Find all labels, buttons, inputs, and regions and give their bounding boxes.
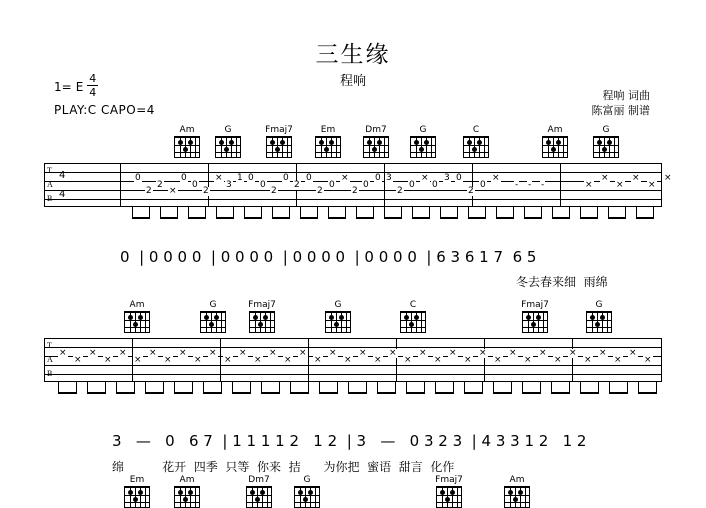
chord-diagram-dm7 <box>359 125 393 158</box>
tab-number: × <box>601 173 609 183</box>
tab-number: 0 <box>248 173 254 183</box>
rhythm-stem <box>272 207 273 218</box>
rhythm-stem <box>625 207 626 218</box>
chord-fretboard <box>174 136 200 158</box>
rhythm-stem <box>356 207 357 218</box>
rhythm-stem <box>279 382 280 393</box>
rhythm-beam <box>203 392 222 394</box>
rhythm-stem <box>511 382 512 393</box>
chord-fretboard <box>410 136 436 158</box>
rhythm-stem <box>464 382 465 393</box>
rhythm-stem <box>58 382 59 393</box>
rhythm-stem <box>609 382 610 393</box>
tab-system-1 <box>44 163 672 207</box>
tab-number: 3 <box>386 173 392 183</box>
chord-diagram-fmaj7 <box>518 300 552 333</box>
tab-number: × <box>215 173 223 183</box>
chord-diagram-fmaj7 <box>245 300 279 333</box>
chord-fretboard <box>246 486 272 508</box>
key-value: E <box>75 79 84 94</box>
page-title: 三生缘 <box>315 42 391 68</box>
chord-fretboard <box>294 486 320 508</box>
rhythm-stem <box>132 207 133 218</box>
rhythm-stem <box>569 382 570 393</box>
tab-number: 2 <box>468 186 474 196</box>
tab-number: 3 <box>444 173 450 183</box>
rhythm-beam <box>468 217 486 219</box>
chord-name: Am <box>129 300 145 310</box>
chord-diagram-c <box>459 125 493 158</box>
tab-number: 0 <box>363 180 369 190</box>
tab-letter-a: A <box>47 180 53 189</box>
tab-letter-b: B <box>47 194 53 203</box>
chord-name: Am <box>509 475 525 485</box>
rhythm-stem <box>134 382 135 393</box>
rhythm-stem <box>290 382 291 393</box>
rhythm-beam <box>464 392 483 394</box>
chord-fretboard <box>436 486 462 508</box>
credits <box>592 88 651 118</box>
rhythm-stem <box>569 207 570 218</box>
rhythm-stem <box>319 382 320 393</box>
tab-number: 2 <box>352 186 358 196</box>
chord-diagram-g <box>290 475 324 508</box>
rhythm-stem <box>493 382 494 393</box>
rhythm-stem <box>551 382 552 393</box>
rhythm-stem <box>300 207 301 218</box>
rhythm-stem <box>598 382 599 393</box>
rhythm-stem <box>406 382 407 393</box>
chord-fretboard <box>593 136 619 158</box>
tab-number: × <box>585 180 593 190</box>
rhythm-beam <box>384 217 402 219</box>
rhythm-stem <box>105 382 106 393</box>
rhythm-stem <box>203 382 204 393</box>
chord-diagram-am <box>120 300 154 333</box>
chord-diagram-g <box>211 125 245 158</box>
tab-mute-mark: × <box>284 355 292 365</box>
tab-number: × <box>664 173 672 183</box>
tab-mute-mark: × <box>419 348 427 358</box>
time-signature <box>87 73 98 98</box>
rhythm-beam <box>328 217 346 219</box>
tab-mute-mark: × <box>614 355 622 365</box>
tab-number: 0 <box>456 173 462 183</box>
chord-name: Fmaj7 <box>435 475 463 485</box>
rhythm-beam <box>145 392 164 394</box>
chord-diagram-c <box>396 300 430 333</box>
rhythm-stem <box>188 207 189 218</box>
chord-fretboard <box>504 486 530 508</box>
tab-mute-mark: × <box>164 355 172 365</box>
rhythm-beam <box>608 217 626 219</box>
rhythm-stem <box>638 382 639 393</box>
rhythm-stem <box>429 207 430 218</box>
tab-number: - <box>515 180 519 190</box>
tab-mute-mark: × <box>539 348 547 358</box>
tab-number: × <box>616 180 624 190</box>
tab-letter-t: T <box>47 166 52 175</box>
rhythm-stem <box>524 207 525 218</box>
rhythm-beam <box>496 217 514 219</box>
tab-mute-mark: × <box>359 348 367 358</box>
key-label: 1= <box>54 79 72 94</box>
tab-mute-mark: × <box>344 355 352 365</box>
chord-name: Dm7 <box>248 475 270 485</box>
rhythm-stem <box>163 382 164 393</box>
chord-name: Fmaj7 <box>265 125 293 135</box>
tab-staff-1 <box>44 163 672 207</box>
rhythm-beam <box>319 392 338 394</box>
rhythm-stem <box>261 382 262 393</box>
tab-mute-mark: × <box>329 348 337 358</box>
rhythm-stem <box>552 207 553 218</box>
rhythm-stem <box>608 207 609 218</box>
chord-diagram-am <box>538 125 572 158</box>
rhythm-stem <box>244 207 245 218</box>
time-signature-numerator: 4 <box>89 72 97 85</box>
chord-diagram-fmaj7 <box>432 475 466 508</box>
melody-line-2: 3 — 0 6 7 | 1 1 1 1 2 1 2 | 3 — 0 3 2 3 | 4 3 3 1 2 1 2 <box>112 432 587 450</box>
chord-fretboard <box>325 311 351 333</box>
tab-number: 0 <box>260 180 266 190</box>
rhythm-stem <box>580 382 581 393</box>
tab-number: 0 <box>329 180 335 190</box>
rhythm-stem <box>348 382 349 393</box>
rhythm-stem <box>453 382 454 393</box>
rhythm-stem <box>656 382 657 393</box>
rhythm-beam <box>261 392 280 394</box>
rhythm-beam <box>272 217 290 219</box>
lyrics-line-2: 绵 花开 四季 只等 你来 拮 为你把 蜜语 甜言 化作 <box>112 460 455 474</box>
rhythm-stem <box>653 207 654 218</box>
chord-diagram-g <box>582 300 616 333</box>
rhythm-stem <box>395 382 396 393</box>
rhythm-stem <box>308 382 309 393</box>
rhythm-stem <box>482 382 483 393</box>
rhythm-stem <box>317 207 318 218</box>
rhythm-stem <box>496 207 497 218</box>
chord-diagram-em <box>120 475 154 508</box>
chord-fretboard <box>463 136 489 158</box>
rhythm-beam <box>116 392 135 394</box>
rhythm-beam <box>493 392 512 394</box>
chord-name: C <box>472 125 480 135</box>
tab-number: 2 <box>397 186 403 196</box>
rhythm-stem <box>116 382 117 393</box>
chord-name: C <box>409 300 417 310</box>
rhythm-beam <box>300 217 318 219</box>
key-signature <box>54 74 98 99</box>
tab-mute-mark: × <box>149 348 157 358</box>
tab-number: 0 <box>181 173 187 183</box>
rhythm-beam <box>356 217 374 219</box>
tab-mute-mark: × <box>314 355 322 365</box>
rhythm-stem <box>513 207 514 218</box>
rhythm-beam <box>290 392 309 394</box>
tab-number: - <box>541 180 545 190</box>
rhythm-stem <box>192 382 193 393</box>
tab-mute-mark: × <box>59 348 67 358</box>
chord-fretboard <box>400 311 426 333</box>
rhythm-beam <box>58 392 77 394</box>
rhythm-stem <box>145 382 146 393</box>
rhythm-stem <box>205 207 206 218</box>
rhythm-beam <box>551 392 570 394</box>
rhythm-beam <box>609 392 628 394</box>
tab-number: 0 <box>135 173 141 183</box>
tab-number: 2 <box>157 180 163 190</box>
credit-line-2: 陈富丽 制谱 <box>591 104 650 117</box>
rhythm-stem <box>149 207 150 218</box>
tab-mute-mark: × <box>239 348 247 358</box>
chord-name: Am <box>547 125 563 135</box>
tab-mute-mark: × <box>644 355 652 365</box>
tab-mute-mark: × <box>464 355 472 365</box>
tab-number: 0 <box>192 180 198 190</box>
rhythm-stem <box>580 207 581 218</box>
chord-name: G <box>595 300 603 310</box>
tab-mute-mark: × <box>104 355 112 365</box>
rhythm-stem <box>345 207 346 218</box>
tab-letter-b-2: B <box>47 369 53 378</box>
chord-fretboard <box>315 136 341 158</box>
rhythm-beam <box>522 392 541 394</box>
tab-number: 0 <box>375 173 381 183</box>
rhythm-stem <box>250 382 251 393</box>
rhythm-stem <box>440 207 441 218</box>
tab-mute-mark: × <box>629 348 637 358</box>
rhythm-stem <box>177 207 178 218</box>
rhythm-stem <box>221 382 222 393</box>
tab-mute-mark: × <box>569 348 577 358</box>
rhythm-stem <box>232 382 233 393</box>
rhythm-stem <box>636 207 637 218</box>
tab-staff-2 <box>44 338 662 382</box>
tab-mute-mark: × <box>599 348 607 358</box>
rhythm-beam <box>552 217 570 219</box>
chord-diagram-g <box>196 300 230 333</box>
chord-fretboard <box>124 486 150 508</box>
tab-time-den: 4 <box>59 189 66 200</box>
time-signature-denominator: 4 <box>89 86 97 99</box>
rhythm-beam <box>174 392 193 394</box>
rhythm-stem <box>261 207 262 218</box>
rhythm-stem <box>216 207 217 218</box>
chord-diagram-g <box>589 125 623 158</box>
chord-diagram-am <box>500 475 534 508</box>
tab-number: 0 <box>306 173 312 183</box>
chord-fretboard <box>249 311 275 333</box>
rhythm-stem <box>233 207 234 218</box>
tab-mute-mark: × <box>224 355 232 365</box>
rhythm-stem <box>627 382 628 393</box>
tab-number: × <box>648 180 656 190</box>
tab-mute-mark: × <box>74 355 82 365</box>
tab-mute-mark: × <box>269 348 277 358</box>
tab-number: × <box>632 173 640 183</box>
tab-mute-mark: × <box>209 348 217 358</box>
rhythm-stem <box>540 382 541 393</box>
rhythm-beam <box>636 217 654 219</box>
rhythm-beam <box>406 392 425 394</box>
tab-mute-mark: × <box>254 355 262 365</box>
tab-number: 0 <box>480 180 486 190</box>
tab-number: 2 <box>317 186 323 196</box>
chord-name: G <box>334 300 342 310</box>
tab-number: × <box>492 173 500 183</box>
chord-name: Fmaj7 <box>521 300 549 310</box>
chord-fretboard <box>174 486 200 508</box>
chord-fretboard <box>124 311 150 333</box>
rhythm-beam <box>412 217 430 219</box>
tab-number: 1 <box>237 173 243 183</box>
tab-mute-mark: × <box>509 348 517 358</box>
tab-mute-mark: × <box>89 348 97 358</box>
chord-name: G <box>224 125 232 135</box>
rhythm-beam <box>524 217 542 219</box>
rhythm-stem <box>337 382 338 393</box>
rhythm-beam <box>160 217 178 219</box>
rhythm-stem <box>435 382 436 393</box>
chord-fretboard <box>200 311 226 333</box>
chord-diagram-em <box>311 125 345 158</box>
rhythm-stem <box>412 207 413 218</box>
tab-number: 2 <box>294 180 300 190</box>
rhythm-stem <box>174 382 175 393</box>
tab-letter-t-2: T <box>47 341 52 350</box>
chord-diagram-g <box>406 125 440 158</box>
tab-mute-mark: × <box>584 355 592 365</box>
chord-name: Em <box>320 125 336 135</box>
tab-mute-mark: × <box>524 355 532 365</box>
tab-number: 2 <box>203 186 209 196</box>
chord-diagram-am <box>170 125 204 158</box>
lyrics-line-1: 冬去春来细 雨绵 <box>516 275 608 289</box>
rhythm-beam <box>440 217 458 219</box>
tab-number: × <box>421 173 429 183</box>
rhythm-stem <box>160 207 161 218</box>
rhythm-stem <box>597 207 598 218</box>
rhythm-stem <box>289 207 290 218</box>
rhythm-beam <box>377 392 396 394</box>
chord-name: Em <box>129 475 145 485</box>
chord-fretboard <box>363 136 389 158</box>
tab-mute-mark: × <box>194 355 202 365</box>
chord-fretboard <box>522 311 548 333</box>
tab-mute-mark: × <box>389 348 397 358</box>
chord-name: Fmaj7 <box>248 300 276 310</box>
play-capo-line: PLAY:C CAPO=4 <box>54 103 155 117</box>
rhythm-stem <box>424 382 425 393</box>
tab-number: 0 <box>283 173 289 183</box>
chord-fretboard <box>586 311 612 333</box>
tab-mute-mark: × <box>134 355 142 365</box>
rhythm-beam <box>244 217 262 219</box>
tab-mute-mark: × <box>404 355 412 365</box>
rhythm-beam <box>580 392 599 394</box>
rhythm-stem <box>468 207 469 218</box>
chord-name: G <box>303 475 311 485</box>
rhythm-stem <box>366 382 367 393</box>
tab-number: 0 <box>432 180 438 190</box>
chord-diagram-fmaj7 <box>262 125 296 158</box>
rhythm-beam <box>348 392 367 394</box>
tab-letter-a-2: A <box>47 355 53 364</box>
rhythm-stem <box>401 207 402 218</box>
chord-name: Dm7 <box>365 125 387 135</box>
rhythm-beam <box>435 392 454 394</box>
credit-line-1: 程响 词曲 <box>602 89 650 102</box>
rhythm-beam <box>232 392 251 394</box>
chord-fretboard <box>542 136 568 158</box>
chord-diagram-am <box>170 475 204 508</box>
tab-number: 0 <box>409 180 415 190</box>
chord-name: G <box>419 125 427 135</box>
chord-diagram-dm7 <box>242 475 276 508</box>
rhythm-stem <box>373 207 374 218</box>
rhythm-stem <box>87 382 88 393</box>
chord-name: G <box>602 125 610 135</box>
tab-number: 3 <box>226 180 232 190</box>
tab-number: × <box>341 173 349 183</box>
chord-fretboard <box>215 136 241 158</box>
rhythm-stem <box>457 207 458 218</box>
tab-system-2 <box>44 338 662 382</box>
composer-name: 程响 <box>339 74 366 89</box>
tab-mute-mark: × <box>479 348 487 358</box>
tab-mute-mark: × <box>119 348 127 358</box>
tab-mute-mark: × <box>494 355 502 365</box>
tab-number: - <box>528 180 532 190</box>
tab-mute-mark: × <box>374 355 382 365</box>
chord-name: Am <box>179 125 195 135</box>
rhythm-stem <box>377 382 378 393</box>
tab-mute-mark: × <box>179 348 187 358</box>
melody-line-1: 0 | 0 0 0 0 | 0 0 0 0 | 0 0 0 0 | 0 0 0 0 | 6 3 6 1 7 6 5 <box>120 248 537 266</box>
rhythm-stem <box>541 207 542 218</box>
chord-fretboard <box>266 136 292 158</box>
rhythm-beam <box>188 217 206 219</box>
rhythm-stem <box>485 207 486 218</box>
rhythm-beam <box>132 217 150 219</box>
chord-diagram-g <box>321 300 355 333</box>
rhythm-beam <box>638 392 657 394</box>
rhythm-beam <box>87 392 106 394</box>
rhythm-beam <box>216 217 234 219</box>
chord-name: Am <box>179 475 195 485</box>
tab-mute-mark: × <box>449 348 457 358</box>
rhythm-stem <box>522 382 523 393</box>
tab-mute-mark: × <box>554 355 562 365</box>
chord-name: G <box>209 300 217 310</box>
rhythm-stem <box>76 382 77 393</box>
rhythm-stem <box>384 207 385 218</box>
tab-mute-mark: × <box>299 348 307 358</box>
tab-number: × <box>169 186 177 196</box>
tab-number: 2 <box>271 186 277 196</box>
rhythm-stem <box>328 207 329 218</box>
rhythm-beam <box>580 217 598 219</box>
tab-number: 2 <box>146 186 152 196</box>
tab-mute-mark: × <box>434 355 442 365</box>
tab-time-num: 4 <box>59 170 66 181</box>
